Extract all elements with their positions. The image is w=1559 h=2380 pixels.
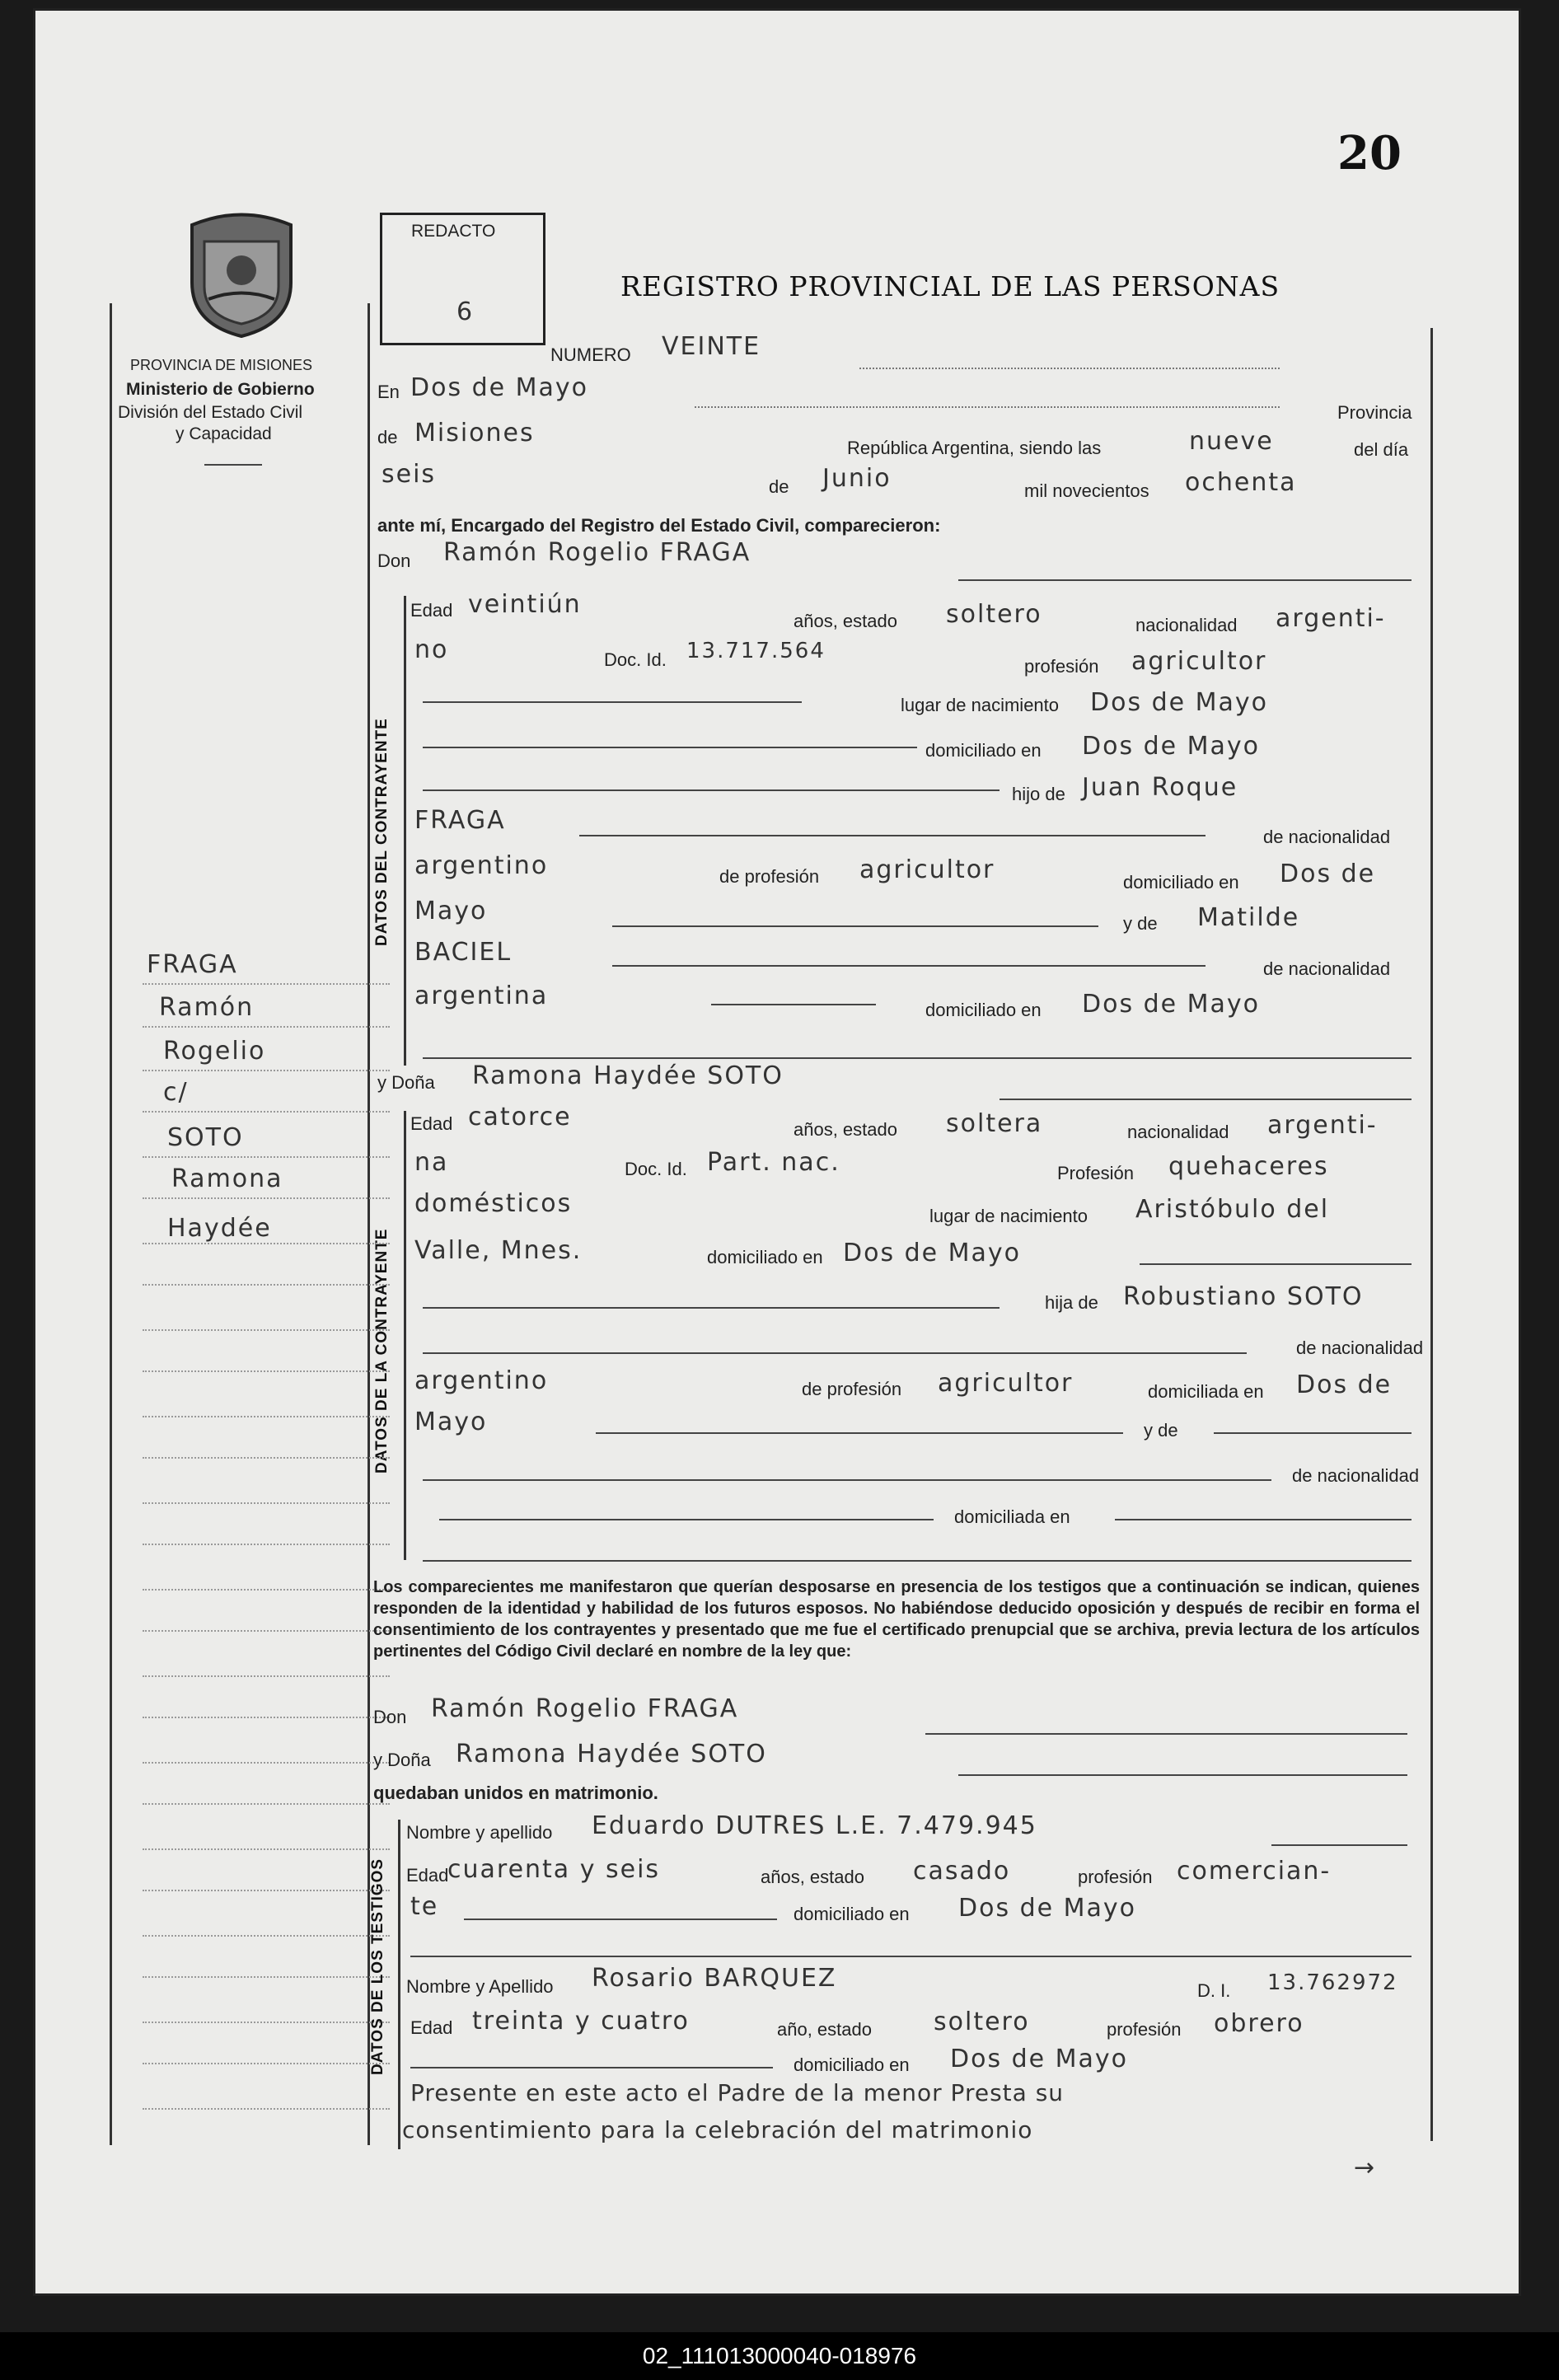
redacto-label: REDACTO <box>411 222 496 241</box>
contrayente-doc: 13.717.564 <box>686 639 826 663</box>
contrayenta-doc-label: Doc. Id. <box>625 1159 687 1179</box>
t1-nombre: Eduardo DUTRES L.E. 7.479.945 <box>592 1811 1037 1840</box>
t2-dom-label: domiciliado en <box>794 2054 910 2075</box>
t2-edad: treinta y cuatro <box>472 2007 690 2036</box>
contrayenta-domicilio: Dos de Mayo <box>843 1239 1022 1267</box>
provincia-label: Provincia <box>1337 402 1412 423</box>
contrayente-padre-apellido: FRAGA <box>414 806 506 835</box>
side-name-6: Ramona <box>171 1164 283 1193</box>
contrayente-madre-dom: Dos de Mayo <box>1082 990 1261 1019</box>
t1-prof: comercian- <box>1177 1857 1332 1886</box>
contrayente-madre-apellido: BACIEL <box>414 938 513 967</box>
contrayenta-edad: catorce <box>468 1103 572 1131</box>
testigos-nota1: Presente en este acto el Padre de la menor Presta su <box>410 2079 1065 2106</box>
contrayente-de-nac-label: de nacionalidad <box>1263 827 1391 847</box>
don-label: Don <box>377 550 411 571</box>
anio-value: ochenta <box>1185 468 1297 497</box>
page-number: 20 <box>1337 126 1402 180</box>
contrayenta-nacionalidad: argenti- <box>1267 1111 1378 1140</box>
left-header-line1: PROVINCIA DE MISIONES <box>130 357 313 373</box>
mil-label: mil novecientos <box>1024 480 1149 501</box>
page-title: REGISTRO PROVINCIAL DE LAS PERSONAS <box>620 270 1280 302</box>
contrayenta-padre-dom2: Mayo <box>414 1408 488 1436</box>
contrayente-madre: Matilde <box>1197 903 1300 932</box>
contrayenta-lugar-cont: Valle, Mnes. <box>414 1236 583 1265</box>
contrayente-nacionalidad-cont: no <box>414 635 449 664</box>
contrayente-profesion: agricultor <box>1131 647 1267 676</box>
union-don: Ramón Rogelio FRAGA <box>431 1694 739 1723</box>
contrayente-dom-label2: domiciliado en <box>925 1000 1042 1020</box>
contrayenta-de-prof-label: de profesión <box>802 1379 902 1399</box>
contrayenta-dom-label2: domiciliada en <box>954 1506 1070 1527</box>
contrayente-domicilio-label: domiciliado en <box>925 740 1042 761</box>
contrayente-madre-nac: argentina <box>414 982 549 1010</box>
t1-edad-label: Edad <box>406 1865 449 1886</box>
contrayenta-dom-label: domiciliada en <box>1148 1381 1264 1402</box>
contrayente-domicilio: Dos de Mayo <box>1082 732 1261 761</box>
contrayente-anos-label: años, estado <box>794 611 897 631</box>
contrayente-nacionalidad-label: nacionalidad <box>1135 615 1238 635</box>
contrayente-padre-dom2: Mayo <box>414 897 488 925</box>
contrayenta-padre-prof: agricultor <box>938 1369 1074 1398</box>
testigos-section-label: DATOS DE LOS TESTIGOS <box>369 1858 386 2075</box>
numero-label: NUMERO <box>550 344 631 365</box>
contrayenta-profesion-label: Profesión <box>1057 1163 1134 1183</box>
t2-di: 13.762972 <box>1267 1970 1398 1995</box>
contrayenta-profesion: quehaceres <box>1168 1152 1329 1181</box>
t1-edad: cuarenta y seis <box>447 1855 661 1884</box>
t1-anos-label: años, estado <box>761 1867 864 1887</box>
hora-value: nueve <box>1189 427 1274 456</box>
de-label: de <box>377 427 398 447</box>
province-seal-icon <box>184 208 299 340</box>
t2-prof: obrero <box>1214 2009 1304 2038</box>
dona-label: y Doña <box>377 1072 435 1093</box>
contrayenta-nacionalidad-label: nacionalidad <box>1127 1122 1229 1142</box>
union-quedaban: quedaban unidos en matrimonio. <box>373 1783 658 1803</box>
t1-prof-label: profesión <box>1078 1867 1153 1887</box>
t1-nombre-label: Nombre y apellido <box>406 1822 553 1843</box>
contrayente-padre-prof: agricultor <box>859 855 995 884</box>
contrayenta-y-de-label: y de <box>1144 1420 1178 1441</box>
en-value: Dos de Mayo <box>410 373 589 402</box>
side-name-3: Rogelio <box>163 1037 266 1066</box>
contrayente-hijo-label: hijo de <box>1012 784 1065 804</box>
side-name-7: Haydée <box>167 1214 272 1243</box>
contrayente-section-label: DATOS DEL CONTRAYENTE <box>373 718 391 946</box>
contrayenta-profesion-cont: domésticos <box>414 1189 573 1218</box>
contrayente-padre-nac: argentino <box>414 851 549 880</box>
contrayenta-padre-nac: argentino <box>414 1366 549 1395</box>
side-name-4: c/ <box>163 1078 189 1107</box>
contrayente-padre: Juan Roque <box>1082 773 1238 802</box>
t2-estado: soltero <box>934 2008 1030 2036</box>
contrayente-dom-en-label: domiciliado en <box>1123 872 1239 892</box>
document-page <box>33 8 1521 2296</box>
redacto-value: 6 <box>456 298 475 326</box>
side-name-5: SOTO <box>167 1123 244 1152</box>
contrayenta-anos-label: años, estado <box>794 1119 897 1140</box>
contrayente-de-prof-label: de profesión <box>719 866 820 887</box>
contrayenta-nacionalidad-cont: na <box>414 1148 449 1177</box>
union-don-label: Don <box>373 1707 407 1727</box>
t2-nombre: Rosario BARQUEZ <box>592 1964 837 1993</box>
redacto-box <box>380 213 545 345</box>
contrayente-edad: veintiún <box>468 590 582 619</box>
mes-value: Junio <box>822 464 892 493</box>
contrayente-lugar: Dos de Mayo <box>1090 688 1269 717</box>
t1-prof-cont: te <box>410 1892 439 1921</box>
side-name-1: FRAGA <box>147 950 238 979</box>
numero-value: VEINTE <box>662 332 761 361</box>
contrayenta-edad-label: Edad <box>410 1113 453 1134</box>
contrayenta-de-nac-label: de nacionalidad <box>1296 1338 1424 1358</box>
contrayente-estado: soltero <box>946 600 1042 629</box>
contrayente-profesion-label: profesión <box>1024 656 1099 677</box>
dona-value: Ramona Haydée SOTO <box>472 1061 784 1090</box>
en-label: En <box>377 382 400 402</box>
t2-nombre-label: Nombre y Apellido <box>406 1976 554 1997</box>
contrayenta-de-nac-label2: de nacionalidad <box>1292 1465 1420 1486</box>
t2-di-label: D. I. <box>1197 1980 1231 2001</box>
contrayente-edad-label: Edad <box>410 600 453 621</box>
union-dona: Ramona Haydée SOTO <box>456 1740 767 1769</box>
contrayenta-lugar-label: lugar de nacimiento <box>929 1206 1088 1226</box>
footer-id: 02_111013000040-018976 <box>0 2332 1559 2380</box>
contrayenta-padre-dom: Dos de <box>1296 1370 1393 1399</box>
don-value: Ramón Rogelio FRAGA <box>443 538 751 567</box>
contrayente-y-de-label: y de <box>1123 913 1158 934</box>
testigos-nota2: consentimiento para la celebración del matrimonio <box>402 2116 1033 2143</box>
contrayenta-padre: Robustiano SOTO <box>1123 1282 1364 1311</box>
contrayenta-section-label: DATOS DE LA CONTRAYENTE <box>373 1228 391 1473</box>
t2-edad-label: Edad <box>410 2017 453 2038</box>
t2-anos-label: año, estado <box>777 2019 872 2040</box>
continuation-arrow-icon: → <box>1354 2153 1377 2182</box>
left-header-line2: Ministerio de Gobierno <box>126 380 315 399</box>
de-mes-label: de <box>769 476 789 497</box>
contrayenta-estado: soltera <box>946 1109 1043 1138</box>
union-dona-label: y Doña <box>373 1750 431 1770</box>
contrayente-doc-label: Doc. Id. <box>604 649 667 670</box>
dia-value: seis <box>382 460 437 489</box>
t1-dom-label: domiciliado en <box>794 1904 910 1924</box>
contrayente-lugar-label: lugar de nacimiento <box>901 695 1060 715</box>
t2-prof-label: profesión <box>1107 2019 1182 2040</box>
t1-estado: casado <box>913 1857 1011 1886</box>
left-header-line4: y Capacidad <box>176 424 272 443</box>
republica-label: República Argentina, siendo las <box>847 438 1102 458</box>
declaracion-text: Los comparecientes me manifestaron que querían desposarse en presencia de los testigos que a continuación se indican, quienes responden de la identidad y habilidad de los futuros esposos. No habiéndose deducido oposición y después de recibir en forma el consentimiento de los contrayentes y presentado que me fue el certificado prenupcial que se archiva, previa lectura de los artículos pertinentes del Código Civil declaré en nombre de la ley que: <box>373 1578 1420 1661</box>
contrayenta-lugar: Aristóbulo del <box>1135 1195 1330 1224</box>
side-name-2: Ramón <box>159 993 255 1022</box>
ante-label: ante mí, Encargado del Registro del Estado Civil, comparecieron: <box>377 515 941 536</box>
contrayenta-doc: Part. nac. <box>707 1148 840 1177</box>
t2-dom: Dos de Mayo <box>950 2045 1129 2073</box>
t1-dom: Dos de Mayo <box>958 1894 1137 1923</box>
contrayente-nacionalidad: argenti- <box>1276 604 1386 633</box>
contrayente-de-nac-label2: de nacionalidad <box>1263 958 1391 979</box>
de-value: Misiones <box>414 419 535 447</box>
contrayente-padre-dom: Dos de <box>1280 860 1376 888</box>
del-dia-label: del día <box>1354 439 1409 460</box>
left-header-line3: División del Estado Civil <box>118 403 303 422</box>
contrayenta-hija-label: hija de <box>1045 1292 1098 1313</box>
contrayenta-domicilio-label: domiciliado en <box>707 1247 823 1267</box>
